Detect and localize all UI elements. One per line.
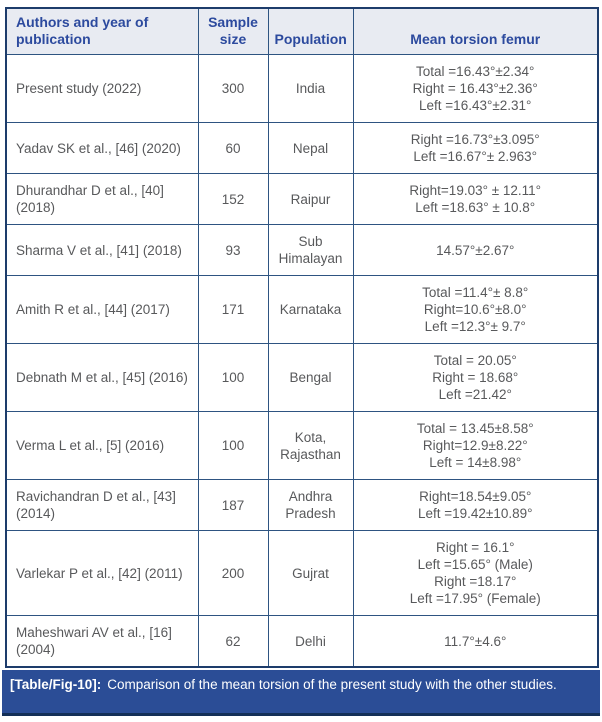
cell-author: Dhurandhar D et al., [40] (2018) [6,174,198,225]
torsion-comparison-table [5,7,599,668]
cell-author: Amith R et al., [44] (2017) [6,276,198,344]
torsion-value-line: Left =16.67°± 2.963° [413,149,538,164]
cell-sample-size: 100 [198,344,268,412]
torsion-value-line: Right = 18.68° [432,370,519,385]
table-row [6,55,598,123]
table-row [6,276,598,344]
cell-author: Yadav SK et al., [46] (2020) [6,123,198,174]
cell-author: Debnath M et al., [45] (2016) [6,344,198,412]
cell-sample-size: 152 [198,174,268,225]
cell-sample-size: 187 [198,480,268,531]
table-row [6,531,598,616]
cell-sample-size: 200 [198,531,268,616]
table-header [6,8,598,55]
cell-population: Raipur [268,174,353,225]
cell-mean-torsion [353,344,598,412]
header-row [6,8,598,55]
table-row [6,225,598,276]
cell-sample-size: 62 [198,616,268,668]
table-row [6,344,598,412]
torsion-value-line: Left =21.42° [438,387,512,402]
torsion-value-line: Right = 16.43°±2.36° [412,81,538,96]
cell-population: India [268,55,353,123]
torsion-value-line: Right=18.54±9.05° [419,489,532,504]
torsion-value-line: Total = 20.05° [433,353,517,368]
table-row [6,480,598,531]
cell-author: Verma L et al., [5] (2016) [6,412,198,480]
cell-population: Kota, Rajasthan [268,412,353,480]
torsion-value-line: Right =16.73°±3.095° [410,132,540,147]
cell-author: Sharma V et al., [41] (2018) [6,225,198,276]
cell-sample-size: 93 [198,225,268,276]
torsion-value-line: Right=12.9±8.22° [422,438,528,453]
torsion-value-line: Right=19.03° ± 12.11° [409,183,542,198]
table-row [6,174,598,225]
torsion-value-line: Total = 13.45±8.58° [416,421,534,436]
cell-mean-torsion [353,225,598,276]
torsion-value-line: Right =18.17° [434,574,517,589]
cell-population: Sub Himalayan [268,225,353,276]
cell-mean-torsion [353,480,598,531]
table-row [6,412,598,480]
torsion-value-line: Left =18.63° ± 10.8° [415,200,536,215]
cell-sample-size: 100 [198,412,268,480]
cell-population: Karnataka [268,276,353,344]
cell-mean-torsion [353,616,598,668]
torsion-value-line: Left = 14±8.98° [429,455,522,470]
cell-author: Varlekar P et al., [42] (2011) [6,531,198,616]
torsion-value-line: 11.7°±4.6° [444,633,507,649]
caption-text: Comparison of the mean torsion of the present study with the other studies. [107,677,557,692]
cell-population: Nepal [268,123,353,174]
torsion-value-line: Left =12.3°± 9.7° [424,319,526,334]
column-header-authors: Authors and year of publication [6,8,198,55]
cell-population: Bengal [268,344,353,412]
cell-sample-size: 60 [198,123,268,174]
table-caption [2,670,600,716]
torsion-value-line: Total =11.4°± 8.8° [422,285,529,300]
cell-mean-torsion [353,174,598,225]
cell-population: Andhra Pradesh [268,480,353,531]
cell-population: Delhi [268,616,353,668]
torsion-value-line: 14.57°±2.67° [436,242,515,258]
torsion-value-line: Right = 16.1° [435,540,515,555]
table-body [6,55,598,668]
cell-sample-size: 171 [198,276,268,344]
cell-author: Maheshwari AV et al., [16] (2004) [6,616,198,668]
torsion-value-line: Left =19.42±10.89° [417,506,533,521]
table-row [6,616,598,668]
torsion-value-line: Total =16.43°±2.34° [416,64,535,79]
column-header-mean-torsion: Mean torsion femur [353,8,598,55]
cell-population: Gujrat [268,531,353,616]
cell-mean-torsion [353,531,598,616]
cell-author: Present study (2022) [6,55,198,123]
torsion-value-line: Left =17.95° (Female) [409,591,541,606]
torsion-value-line: Left =15.65° (Male) [417,557,533,572]
cell-mean-torsion [353,55,598,123]
cell-mean-torsion [353,276,598,344]
torsion-value-line: Right=10.6°±8.0° [423,302,527,317]
caption-label: [Table/Fig-10]: [10,677,102,692]
column-header-sample-size: Sample size [198,8,268,55]
cell-sample-size: 300 [198,55,268,123]
cell-author: Ravichandran D et al., [43] (2014) [6,480,198,531]
cell-mean-torsion [353,123,598,174]
torsion-value-line: Left =16.43°±2.31° [419,98,532,113]
cell-mean-torsion [353,412,598,480]
table-row [6,123,598,174]
column-header-population: Population [268,8,353,55]
